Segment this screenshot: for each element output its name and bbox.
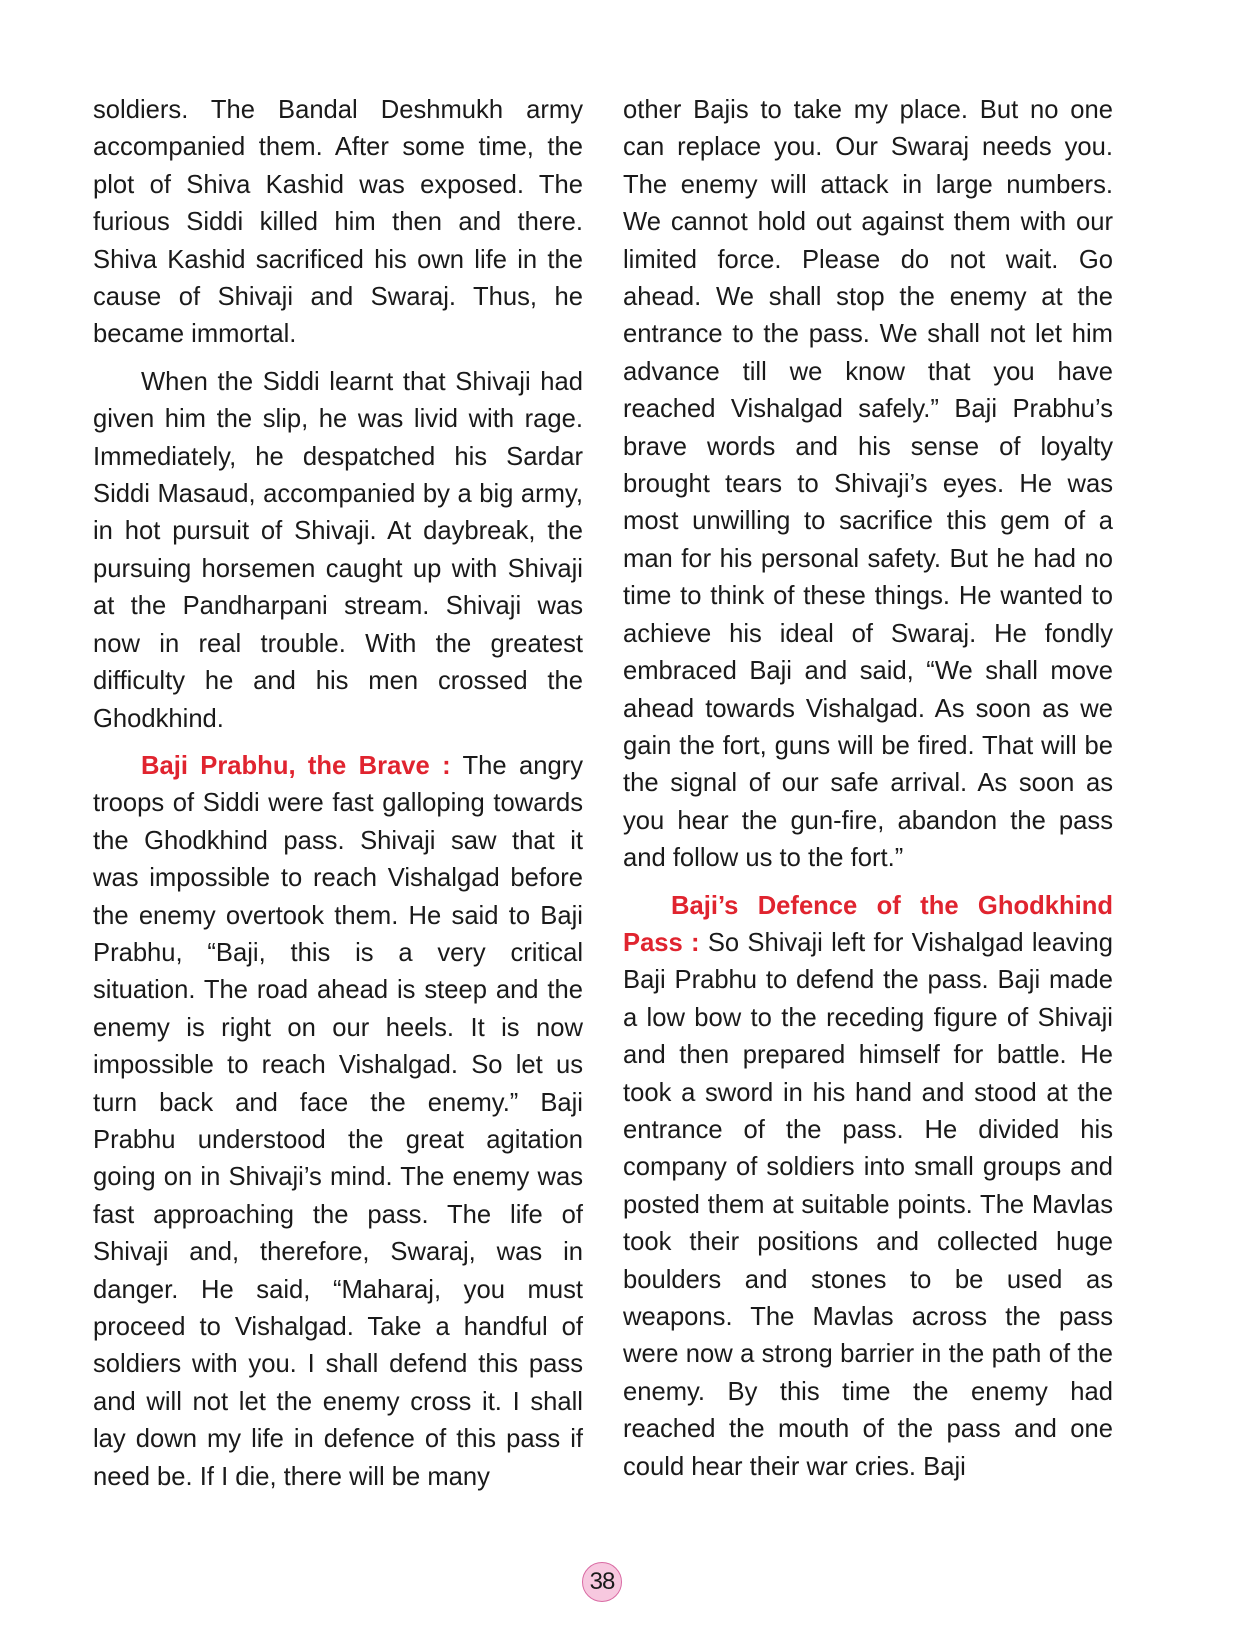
paragraph: When the Siddi learnt that Shivaji had given him the slip, he was livid with rage. Immediately, he despatched his Sardar Siddi Masaud, accompanied by a big army, in hot pursuit of Shivaji. At daybreak, the pursuing horsemen caught up with Shivaji at the Pandharpani stream. Shivaji was now in real trouble. With the greatest difficulty he and his men crossed the Ghodkhind. [93,367,583,733]
section-heading: Baji Prabhu, the Brave : [141,751,451,780]
left-column [93,92,583,1506]
paragraph-text: The angry troops of Siddi were fast galloping towards the Ghodkhind pass. Shivaji saw that it was impossible to reach Vishalgad before the enemy overtook them. He said to Baji Prabhu, “Baji, this is a very critical situation. The road ahead is steep and the enemy is right on our heels. It is now impossible to reach Vishalgad. So let us turn back and face the enemy.” Baji Prabhu understood the great agitation going on in Shivaji’s mind. The enemy was fast approaching the pass. The life of Shivaji and, therefore, Swaraj, was in danger. He said, “Maharaj, you must proceed to Vishalgad. Take a handful of soldiers with you. I shall defend this pass and will not let the enemy cross it. I shall lay down my life in defence of this pass if need be. If I die, there will be many [93,751,584,1491]
paragraph: soldiers. The Bandal Deshmukh army accompanied them. After some time, the plot of Shiva Kashid was exposed. The furious Siddi killed him then and there. Shiva Kashid sacrificed his own life in the cause of Shivaji and Swaraj. Thus, he became immortal. [93,96,583,349]
paragraph: other Bajis to take my place. But no one can replace you. Our Swaraj needs you. The enemy will attack in large numbers. We cannot hold out against them with our limited force. Please do not wait. Go ahead. We shall stop the enemy at the entrance to the pass. We shall not let him advance till we know that you have reached Vishalgad safely.” Baji Prabhu’s brave words and his sense of loyalty brought tears to Shivaji’s eyes. He was most unwilling to sacrifice this gem of a man for his personal safety. But he had no time to think of these things. He wanted to achieve his ideal of Swaraj. He fondly embraced Baji and said, “We shall move ahead towards Vishalgad. As soon as we gain the fort, guns will be fired. That will be the signal of our safe arrival. As soon as you hear the gun-fire, abandon the pass and follow us to the fort.” [623,96,1113,873]
paragraph [623,888,1113,1487]
section-heading: Baji’s Defence of the Ghodkhind Pass : [623,891,1113,957]
page-number-badge [582,1562,622,1602]
page-number: 38 [589,1568,615,1595]
paragraph [93,748,583,1496]
right-column [623,92,1113,1496]
paragraph-text: So Shivaji left for Vishalgad leaving Baji Prabhu to defend the pass. Baji made a low bow to the receding figure of Shivaji and then prepared himself for battle. He took a sword in his hand and stood at the entrance of the pass. He divided his company of soldiers into small groups and posted them at suitable points. The Mavlas took their positions and collected huge boulders and stones to be used as weapons. The Mavlas across the pass were now a strong barrier in the path of the enemy. By this time the enemy had reached the mouth of the pass and one could hear their war cries. Baji [623,928,1113,1481]
